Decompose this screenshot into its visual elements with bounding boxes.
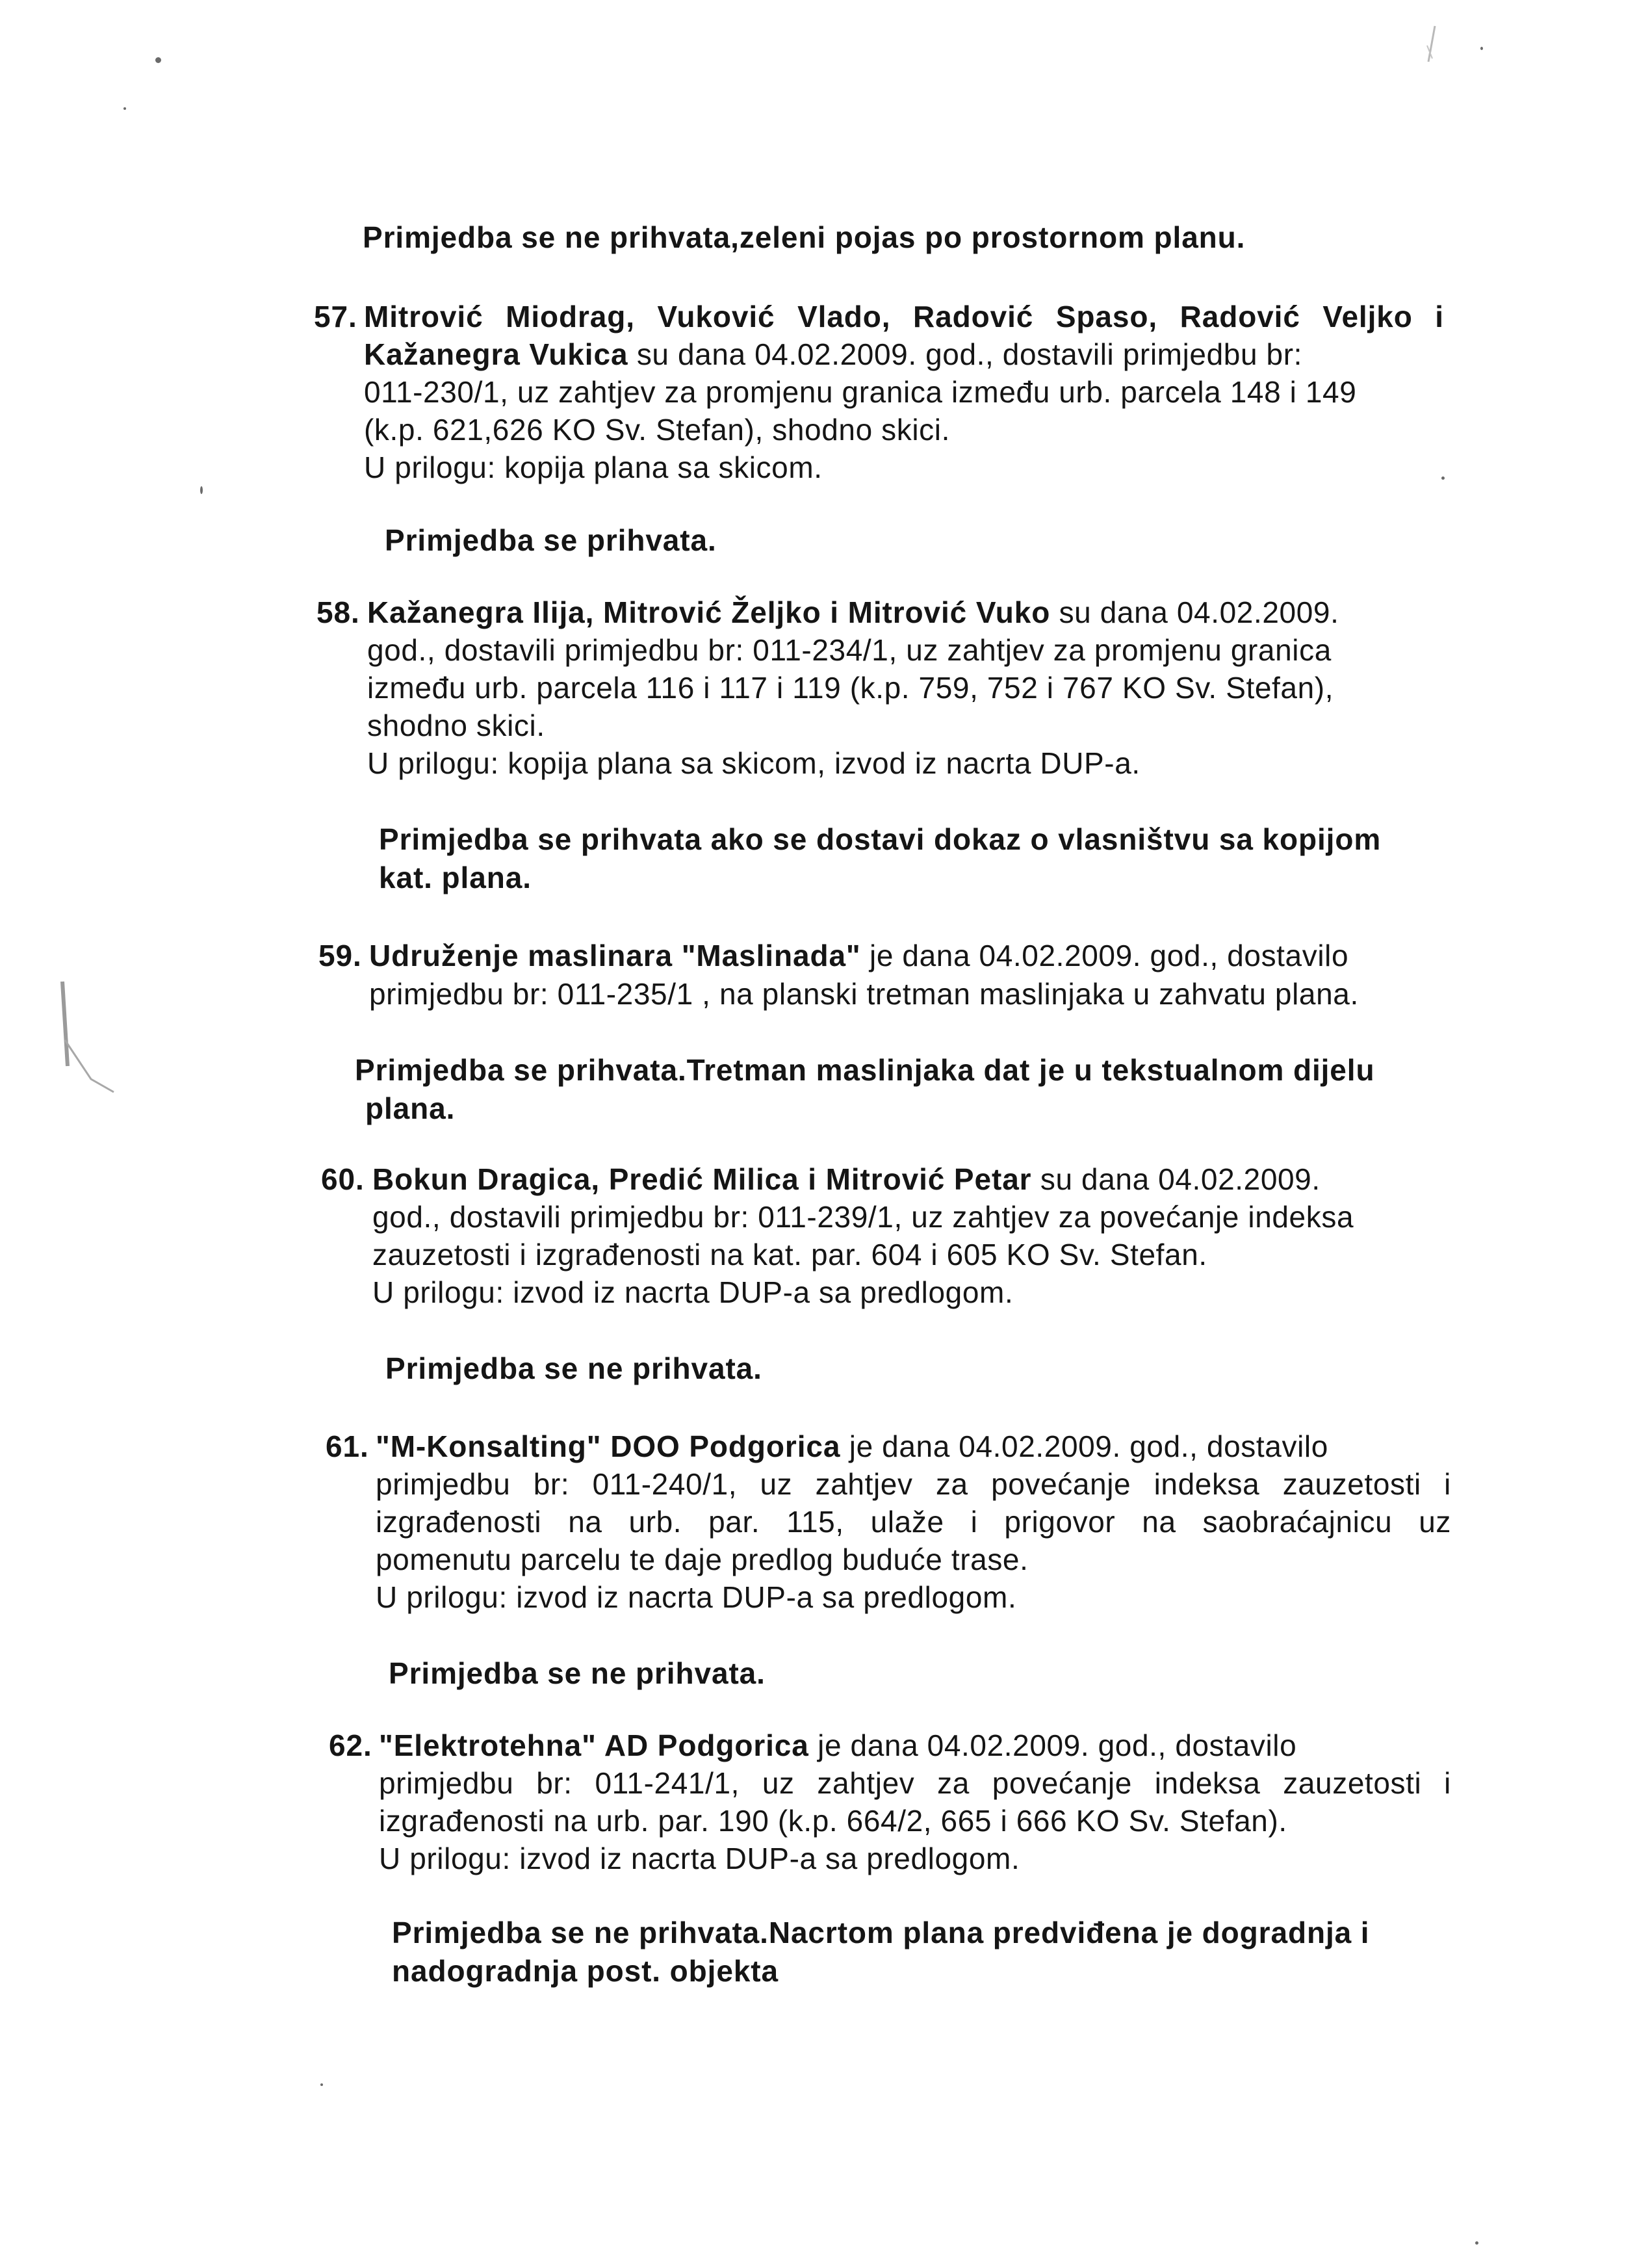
item-57-applicants: Mitrović Miodrag, Vuković Vlado, Radović Spaso, Radović Veljko i	[364, 300, 1444, 333]
item-61-line4: pomenutu parcelu te daje predlog buduće trase.	[376, 1543, 1029, 1576]
intro-response: Primjedba se ne prihvata,zeleni pojas po prostornom planu.	[363, 220, 1246, 254]
item-62-line2: primjedbu br: 011-241/1, uz zahtjev za povećanje indeksa zauzetosti i	[379, 1766, 1451, 1800]
item-58-line2: god., dostavili primjedbu br: 011-234/1, uz zahtjev za promjenu granica	[367, 633, 1332, 667]
item-61-number: 61.	[326, 1429, 369, 1463]
item-57-line3: 011-230/1, uz zahtjev za promjenu granica između urb. parcela 148 i 149	[364, 375, 1357, 409]
item-61-line2: primjedbu br: 011-240/1, uz zahtjev za povećanje indeksa zauzetosti i	[376, 1467, 1451, 1501]
item-57-applicant-last: Kažanegra Vukica	[364, 337, 628, 371]
item-62-number: 62.	[329, 1728, 372, 1762]
item-60-submission-text: su dana 04.02.2009.	[1031, 1162, 1321, 1196]
item-61-line1	[376, 1427, 1328, 1466]
item-57-line4: (k.p. 621,626 KO Sv. Stefan), shodno skici.	[364, 413, 950, 447]
item-58-response-line2: kat. plana.	[379, 861, 532, 894]
item-58-line1	[367, 593, 1339, 632]
item-59-line1	[369, 936, 1348, 975]
item-60-applicants: Bokun Dragica, Predić Milica i Mitrović Petar	[372, 1162, 1032, 1196]
item-60-line3: zauzetosti i izgrađenosti na kat. par. 604 i 605 KO Sv. Stefan.	[372, 1238, 1207, 1271]
item-58-response-line1: Primjedba se prihvata ako se dostavi dokaz o vlasništvu sa kopijom	[379, 822, 1382, 856]
item-60-response: Primjedba se ne prihvata.	[385, 1351, 762, 1385]
item-62-attachment: U prilogu: izvod iz nacrta DUP-a sa predlogom.	[379, 1842, 1020, 1875]
item-62-applicant: "Elektrotehna" AD Podgorica	[379, 1728, 809, 1762]
item-57-response: Primjedba se prihvata.	[385, 523, 717, 557]
item-59-submission-text: je dana 04.02.2009. god., dostavilo	[860, 939, 1349, 972]
item-57-submission-text: su dana 04.02.2009. god., dostavili primjedbu br:	[628, 337, 1302, 371]
item-61-attachment: U prilogu: izvod iz nacrta DUP-a sa predlogom.	[376, 1580, 1017, 1614]
scan-speck	[1480, 47, 1483, 50]
item-59-response-line1: Primjedba se prihvata.Tretman maslinjaka dat je u tekstualnom dijelu	[355, 1053, 1375, 1087]
item-58-number: 58.	[316, 595, 360, 629]
scan-speck	[1475, 2241, 1478, 2245]
item-61-submission-text: je dana 04.02.2009. god., dostavilo	[840, 1429, 1328, 1463]
item-62-line1	[379, 1726, 1296, 1765]
item-62-response-line1: Primjedba se ne prihvata.Nacrtom plana predviđena je dogradnja i	[392, 1916, 1370, 1949]
scan-speck	[200, 486, 203, 494]
item-60-attachment: U prilogu: izvod iz nacrta DUP-a sa predlogom.	[372, 1275, 1014, 1309]
scan-speck	[320, 2083, 323, 2086]
item-62-line3: izgrađenosti na urb. par. 190 (k.p. 664/2, 665 i 666 KO Sv. Stefan).	[379, 1804, 1287, 1838]
item-58-applicants: Kažanegra Ilija, Mitrović Željko i Mitrović Vuko	[367, 595, 1051, 629]
item-57-line2	[364, 335, 1302, 374]
item-60-line2: god., dostavili primjedbu br: 011-239/1, uz zahtjev za povećanje indeksa	[372, 1200, 1354, 1234]
item-58-line3: između urb. parcela 116 i 117 i 119 (k.p. 759, 752 i 767 KO Sv. Stefan),	[367, 671, 1334, 705]
scan-speck	[1441, 476, 1445, 480]
item-62-response-line2: nadogradnja post. objekta	[392, 1954, 779, 1988]
item-62-submission-text: je dana 04.02.2009. god., dostavilo	[808, 1728, 1297, 1762]
item-57-attachment: U prilogu: kopija plana sa skicom.	[364, 450, 823, 484]
item-61-applicant: "M-Konsalting" DOO Podgorica	[376, 1429, 841, 1463]
item-60-line1	[372, 1160, 1321, 1199]
item-60-number: 60.	[321, 1162, 365, 1196]
item-59-number: 59.	[318, 939, 362, 972]
item-59-applicant: Udruženje maslinara "Maslinada"	[369, 939, 861, 972]
item-61-response: Primjedba se ne prihvata.	[389, 1656, 766, 1690]
item-58-attachment: U prilogu: kopija plana sa skicom, izvod iz nacrta DUP-a.	[367, 746, 1141, 780]
item-59-line2: primjedbu br: 011-235/1 , na planski tretman maslinjaka u zahvatu plana.	[369, 977, 1359, 1011]
item-57-number: 57.	[314, 300, 357, 333]
item-58-submission-text: su dana 04.02.2009.	[1050, 595, 1339, 629]
item-59-response-line2: plana.	[365, 1091, 456, 1125]
scan-speck	[155, 57, 161, 63]
item-58-line4: shodno skici.	[367, 709, 545, 742]
item-61-line3: izgrađenosti na urb. par. 115, ulaže i prigovor na saobraćajnicu uz	[376, 1505, 1451, 1539]
scan-speck	[123, 107, 126, 110]
